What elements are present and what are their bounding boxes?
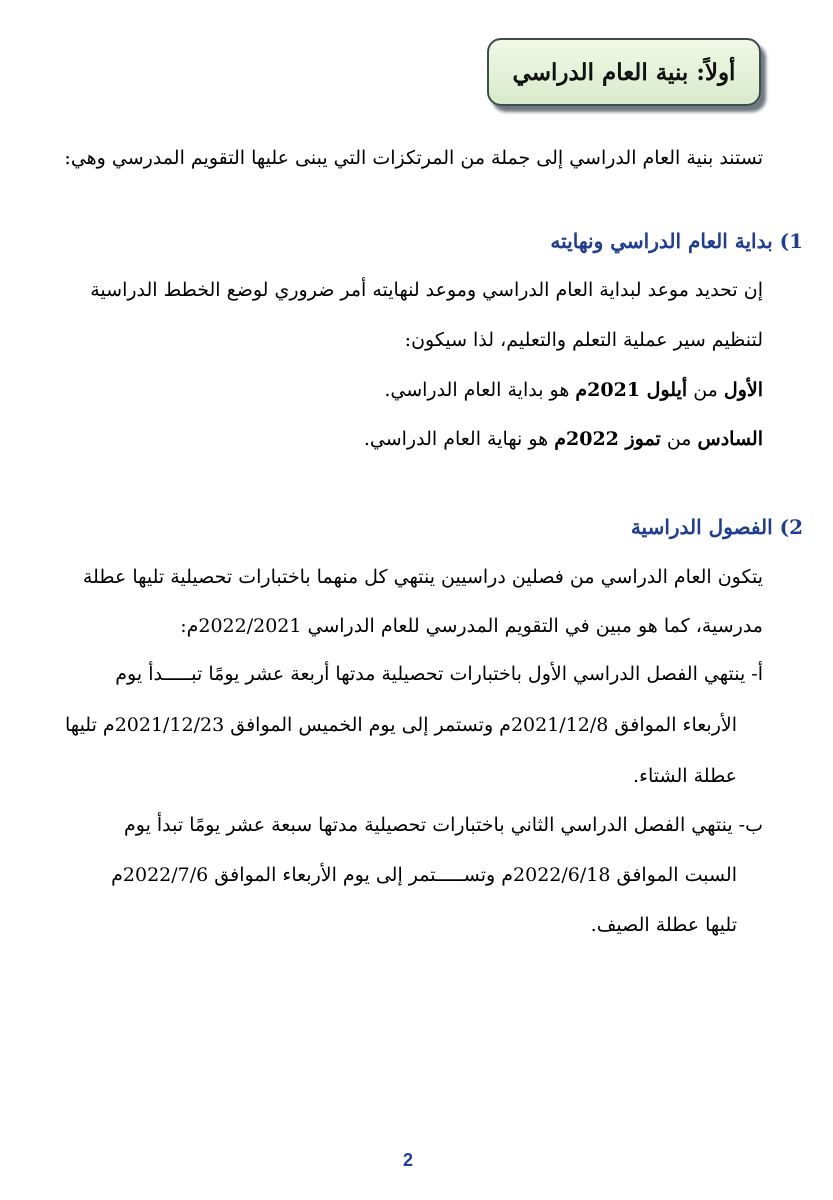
paragraph-line: يتكون العام الدراسي من فصلين دراسيين ينتهي كل منهما باختبارات تحصيلية تليها عطلة [82,566,763,588]
end-day-label: السادس [697,428,763,450]
paragraph-line: إن تحديد موعد لبداية العام الدراسي وموعد لنهايته أمر ضروري لوضع الخطط الدراسية [90,279,763,301]
intro-paragraph: تستند بنية العام الدراسي إلى جملة من المرتكزات التي يبنى عليها التقويم المدرسي وهي: [64,147,763,169]
list-item-a-continued: الأربعاء الموافق 2021/12/8م وتستمر إلى يوم الخميس الموافق 2021/12/23م تليها [65,714,737,736]
list-item-b-continued: تليها عطلة الصيف. [590,914,737,936]
list-item-a-continued: عطلة الشتاء. [633,765,737,787]
page-number: 2 [402,1150,413,1170]
list-item-b-continued: السبت الموافق 2022/6/18م وتســـــتمر إلى يوم الأربعاء الموافق 2022/7/6م [111,864,737,886]
list-item-b: ب- ينتهي الفصل الدراسي الثاني باختبارات تحصيلية مدتها سبعة عشر يومًا تبدأ يوم [123,814,763,836]
paragraph-line: مدرسية، كما هو مبين في التقويم المدرسي للعام الدراسي 2022/2021م: [180,615,763,637]
start-day-label: الأول [723,379,763,401]
paragraph-line: لتنظيم سير عملية التعلم والتعليم، لذا سيكون: [404,329,763,351]
section-title-box [487,38,761,106]
section-title: أولاً: بنية العام الدراسي [512,58,736,86]
heading-semesters: 2) الفصول الدراسية [630,515,803,539]
list-item-a: أ- ينتهي الفصل الدراسي الأول باختبارات تحصيلية مدتها أربعة عشر يومًا تبـــــدأ يوم [115,663,763,685]
end-date-label: تموز 2022م [554,428,661,450]
end-date-line: السادس من تموز 2022م هو نهاية العام الدراسي. [363,428,763,450]
start-date-label: أيلول 2021م [575,379,688,401]
heading-school-year-start-end: 1) بداية العام الدراسي ونهايته [550,229,803,253]
start-date-line: الأول من أيلول 2021م هو بداية العام الدراسي. [384,379,763,401]
